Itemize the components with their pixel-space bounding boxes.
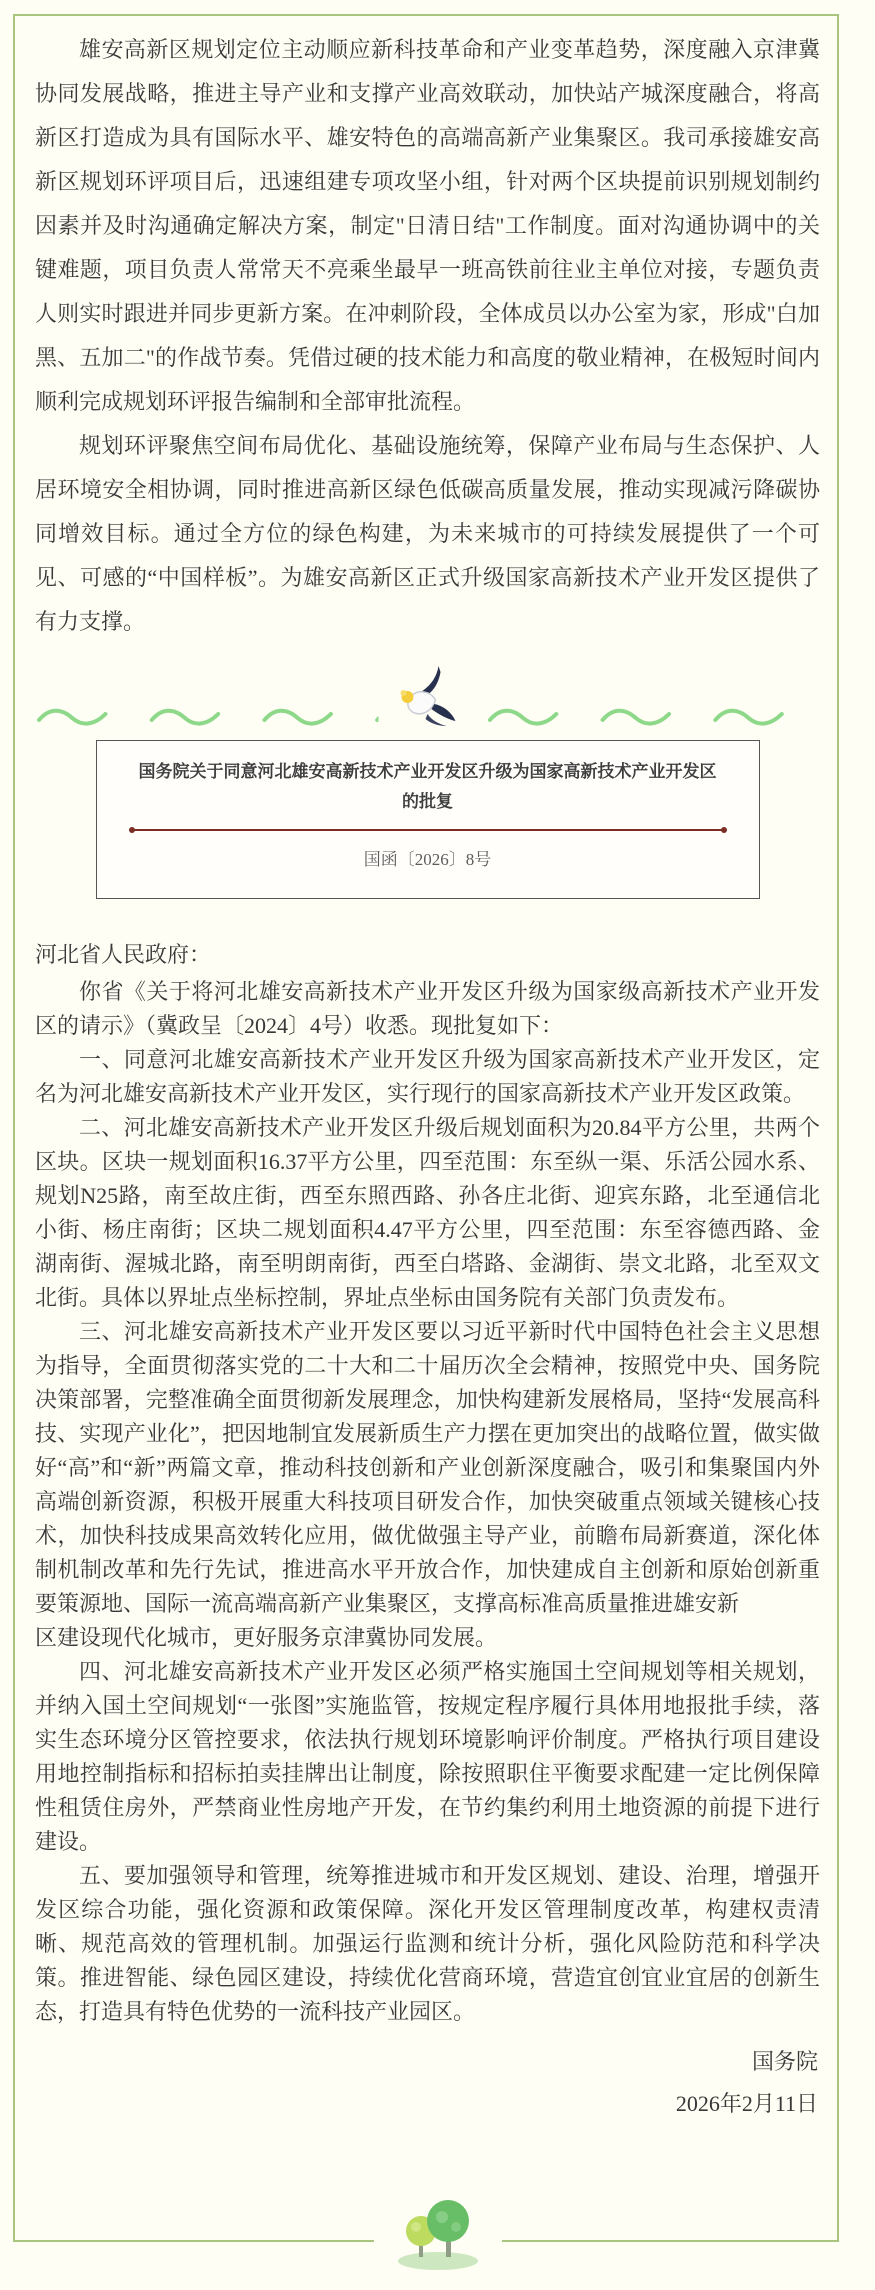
signature-block [35, 2041, 820, 2125]
paragraph: 三、河北雄安高新技术产业开发区要以习近平新时代中国特色社会主义思想为指导，全面贯彻落实党的二十大和二十届历次全会精神，按照党中央、国务院决策部署，完整准确全面贯彻新发展理念，加快构建新发展格局，坚持“发展高科技、实现产业化”，把因地制宜发展新质生产力摆在更加突出的战略位置，做实做好“高”和“新”两篇文章，推动科技创新和产业创新深度融合，吸引和集聚国内外高端创新资源，积极开展重大科技项目研发合作，加快突破重点领域关键核心技术，加快科技成果高效转化应用，做优做强主导产业，前瞻布局新赛道，深化体制机制改革和先行先试，推进高水平开放合作，加快建成自主创新和原始创新重要策源地、国际一流高端高新产业集聚区，支撑高标准高质量推进雄安新 [35, 1319, 820, 1616]
document-number: 国函〔2026〕8号 [363, 850, 492, 869]
paragraph: 你省《关于将河北雄安高新技术产业开发区升级为国家级高新技术产业开发区的请示》（冀政呈〔2024〕4号）收悉。现批复如下： [35, 979, 820, 1038]
paragraph: 五、要加强领导和管理，统筹推进城市和开发区规划、建设、治理，增强开发区综合功能，强化资源和政策保障。深化开发区管理制度改革，构建权责清晰、规范高效的管理机制。加强运行监测和统计分析，强化风险防范和科学决策。推进智能、绿色园区建设，持续优化营商环境，营造宜创宜业宜居的创新生态，打造具有特色优势的一流科技产业园区。 [35, 1863, 820, 2024]
decorative-divider [35, 650, 820, 738]
paragraph: 雄安高新区规划定位主动顺应新科技革命和产业变革趋势，深度融入京津冀协同发展战略，推进主导产业和支撑产业高效联动，加快站产城深度融合，将高新区打造成为具有国际水平、雄安特色的高端高新产业集聚区。我司承接雄安高新区规划环评项目后，迅速组建专项攻坚小组，针对两个区块提前识别规划制约因素并及时沟通确定解决方案，制定"日清日结"工作制度。面对沟通协调中的关键难题，项目负责人常常天不亮乘坐最早一班高铁前往业主单位对接，专题负责人则实时跟进并同步更新方案。在冲刺阶段，全体成员以办公室为家，形成"白加黑、五加二"的作战节奏。凭借过硬的技术能力和高度的敬业精神，在极短时间内顺利完成规划环评报告编制和全部审批流程。 [35, 37, 820, 414]
letter-body [35, 975, 820, 2029]
signature-date: 2026年2月11日 [675, 2091, 818, 2116]
paragraph: 区建设现代化城市，更好服务京津冀协同发展。 [35, 1625, 498, 1650]
intro-section [35, 28, 820, 644]
paragraph: 规划环评聚焦空间布局优化、基础设施统筹，保障产业布局与生态保护、人居环境安全相协调，同时推进高新区绿色低碳高质量发展，推动实现减污降碳协同增效目标。通过全方位的绿色构建，为未来城市的可持续发展提供了一个可见、可感的“中国样板”。为雄安高新区正式升级国家高新技术产业开发区提供了有力支撑。 [35, 433, 820, 634]
notice-title: 国务院关于同意河北雄安高新技术产业开发区升级为国家高新技术产业开发区的批复 [138, 762, 717, 811]
notice-title-box [96, 740, 760, 899]
trees-icon [374, 2187, 502, 2278]
signer-name: 国务院 [751, 2049, 818, 2074]
paragraph: 四、河北雄安高新技术产业开发区必须严格实施国土空间规划等相关规划，并纳入国土空间规划“一张图”实施监管，按规定程序履行具体用地报批手续，落实生态环境分区管控要求，依法执行规划环境影响评价制度。严格执行项目建设用地控制指标和招标拍卖挂牌出让制度，除按照职住平衡要求配建一定比例保障性租赁住房外，严禁商业性房地产开发，在节约集约利用土地资源的前提下进行建设。 [35, 1659, 820, 1854]
swallow-bird-icon [378, 665, 468, 736]
paragraph: 二、河北雄安高新技术产业开发区升级后规划面积为20.84平方公里，共两个区块。区块一规划面积16.37平方公里，四至范围：东至纵一渠、乐活公园水系、规划N25路，南至故庄街，西至东照西路、孙各庄北街、迎宾东路，北至通信北小街、杨庄南街；区块二规划面积4.47平方公里，四至范围：东至容德西路、金湖南街、渥城北路，南至明朗南街，西至白塔路、金湖街、崇文北路，北至双文北街。具体以界址点坐标控制，界址点坐标由国务院有关部门负责发布。 [35, 1115, 820, 1310]
red-divider-line [131, 829, 725, 831]
letter-salutation: 河北省人民政府： [35, 942, 212, 967]
paragraph: 一、同意河北雄安高新技术产业开发区升级为国家高新技术产业开发区，定名为河北雄安高新技术产业开发区，实行现行的国家高新技术产业开发区政策。 [35, 1047, 820, 1106]
